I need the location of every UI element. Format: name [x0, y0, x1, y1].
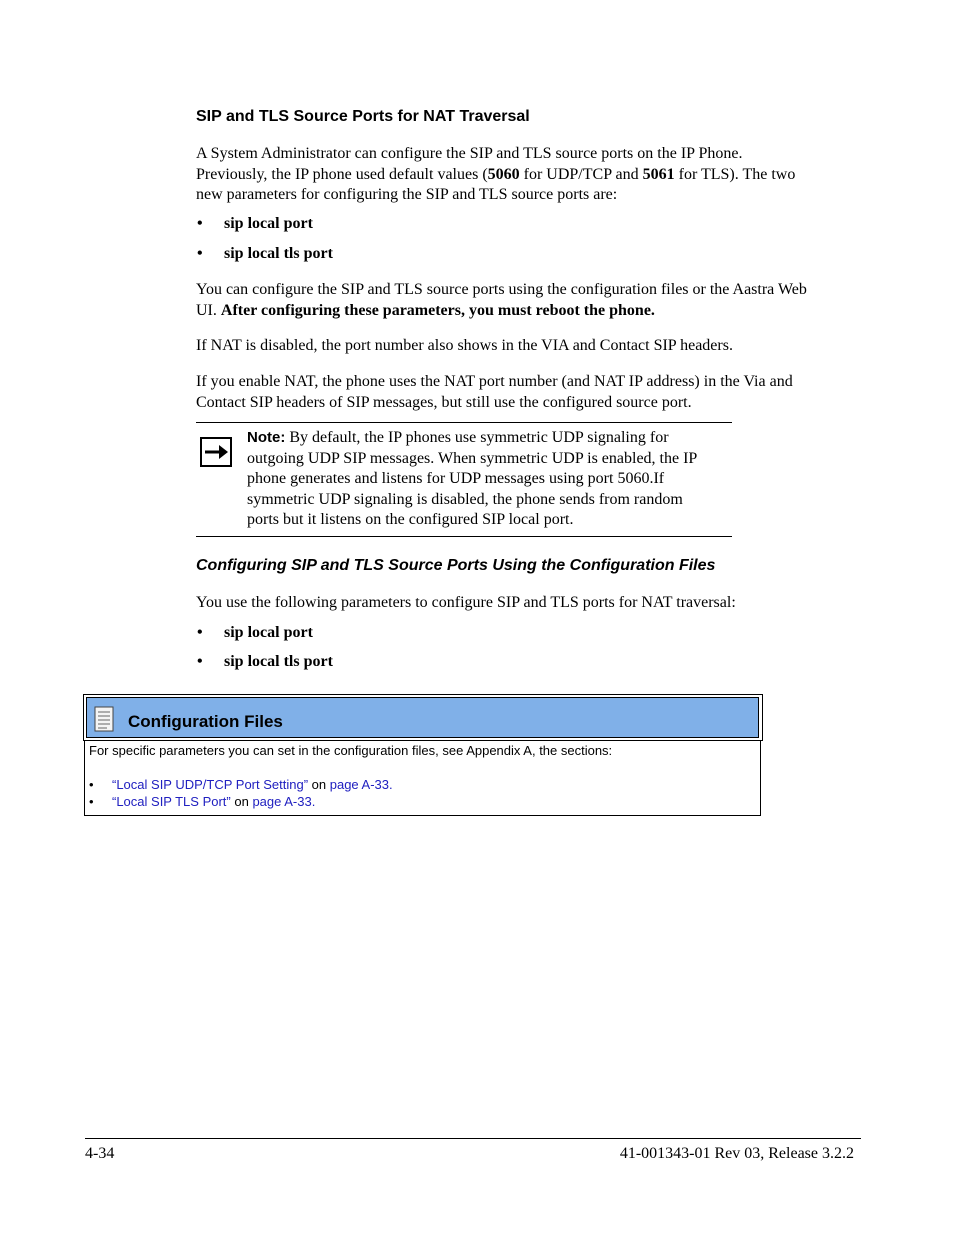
page-link[interactable]: page A-33.: [252, 794, 316, 809]
configure-paragraph: [196, 280, 866, 321]
bullet-dot: •: [89, 794, 94, 809]
doc-id: 41-001343-01 Rev 03, Release 3.2.2: [619, 1145, 854, 1162]
document-icon: [93, 706, 115, 732]
intro-line-1: A System Administrator can configure the SIP and TLS source ports on the IP Phone.: [196, 145, 743, 162]
intro-paragraph: [196, 144, 856, 206]
bullet-text: sip local port: [224, 215, 313, 232]
bullet-text: sip local tls port: [224, 245, 333, 262]
subsection-title: Configuring SIP and TLS Source Ports Using the Configuration Files: [196, 557, 716, 574]
local-sip-udp-tcp-link[interactable]: “Local SIP UDP/TCP Port Setting”: [112, 777, 309, 792]
page-number: 4-34: [85, 1145, 115, 1162]
bullet-dot: •: [197, 653, 203, 670]
footer-rule: [85, 1138, 861, 1139]
config-box-title: Configuration Files: [128, 712, 283, 731]
config-box-header: [86, 697, 759, 738]
bullet-dot: •: [197, 624, 203, 641]
config-box-description: For specific parameters you can set in the configuration files, see Appendix A, the sections:: [89, 743, 613, 758]
list-item: • “Local SIP UDP/TCP Port Setting” on page A-33.: [89, 777, 393, 792]
note-label: Note:: [247, 429, 286, 446]
local-sip-tls-link[interactable]: “Local SIP TLS Port”: [112, 794, 231, 809]
bullet-dot: •: [89, 777, 94, 792]
nat-enabled-paragraph: If you enable NAT, the phone uses the NAT port number (and NAT IP address) in the Via and Contact SIP headers of SIP messages, but still use the configured source port.: [196, 373, 793, 411]
note-bottom-rule: [196, 536, 732, 537]
section-title: SIP and TLS Source Ports for NAT Traversal: [196, 108, 530, 125]
config-box-body: [84, 740, 761, 816]
arrow-right-icon: [200, 437, 232, 467]
note-top-rule: [196, 422, 732, 423]
intro-line-3: new parameters for configuring the SIP and TLS source ports are:: [196, 186, 618, 203]
configure-line-2: UI. After configuring these parameters, you must reboot the phone.: [196, 301, 655, 319]
list-item: • “Local SIP TLS Port” on page A-33.: [89, 794, 316, 809]
bullet-text: sip local tls port: [224, 653, 333, 670]
page-link[interactable]: page A-33.: [329, 777, 393, 792]
bullet-text: sip local port: [224, 624, 313, 641]
nat-disabled-paragraph: If NAT is disabled, the port number also shows in the VIA and Contact SIP headers.: [196, 337, 733, 354]
note-text: Note: By default, the IP phones use symmetric UDP signaling for outgoing UDP SIP messages. When symmetric UDP is enabled, the IP phone generates and listens for UDP messages using port 5060.If symmetric UDP signaling is disabled, the phone sends from random ports but it listens on the configured SIP local port.: [247, 429, 698, 528]
bullet-dot: •: [197, 215, 203, 232]
bullet-dot: •: [197, 245, 203, 262]
intro-line-2: Previously, the IP phone used default values (5060 for UDP/TCP and 5061 for TLS). The two: [196, 165, 796, 183]
use-paragraph: You use the following parameters to configure SIP and TLS ports for NAT traversal:: [196, 594, 736, 611]
configure-line-1: You can configure the SIP and TLS source ports using the configuration files or the Aastra Web: [196, 281, 807, 298]
